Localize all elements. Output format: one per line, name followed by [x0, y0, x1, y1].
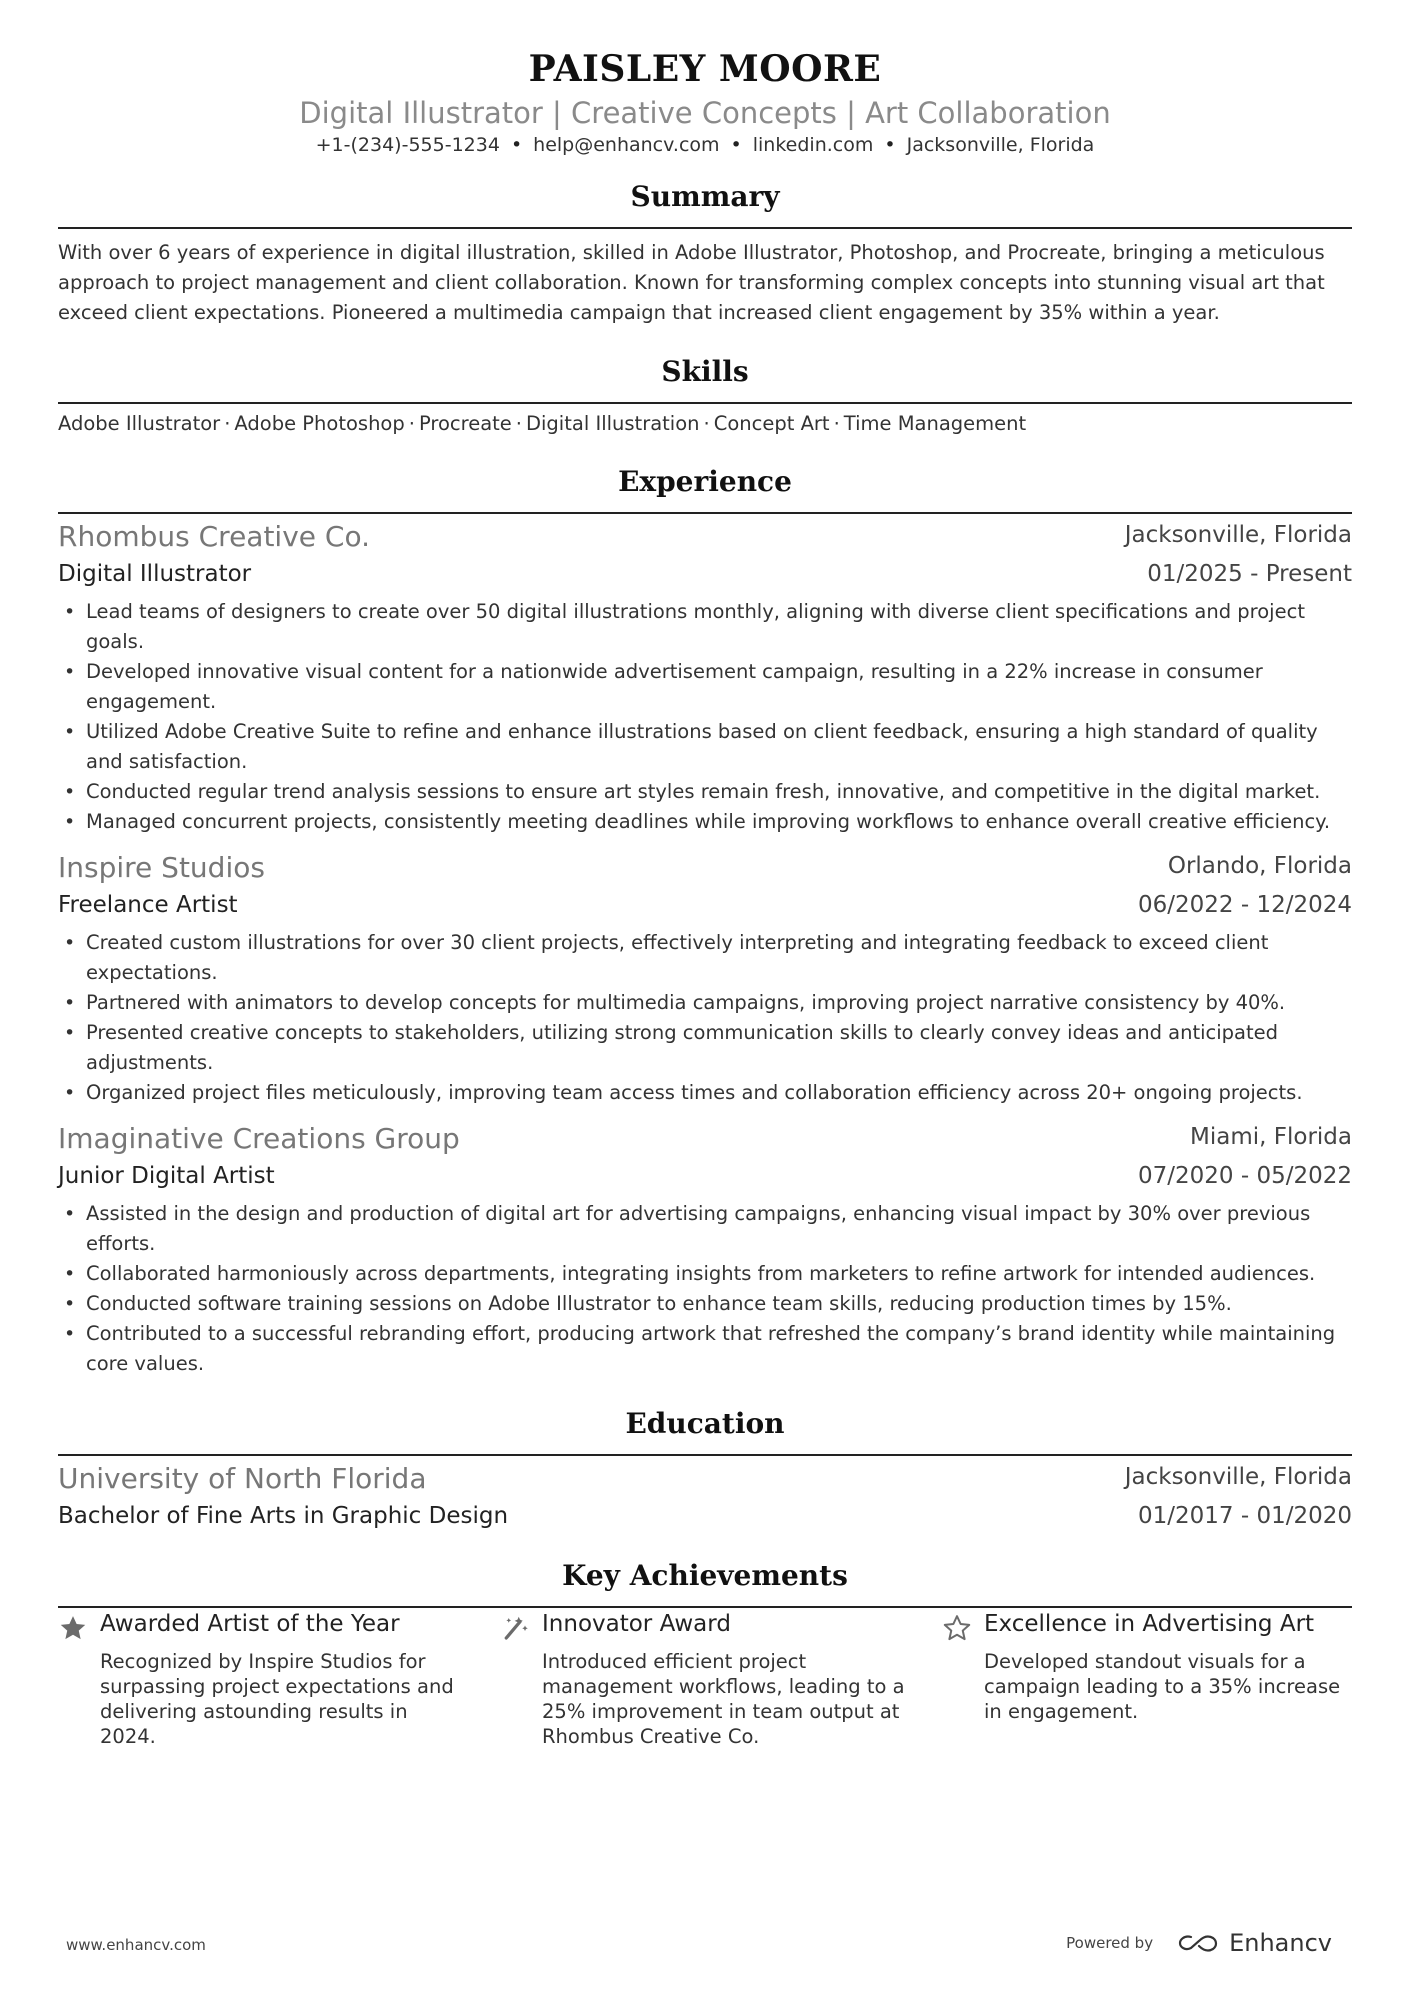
skill-item: Time Management — [843, 412, 1027, 435]
job-bullets — [58, 1199, 1352, 1379]
phone: +1-(234)-555-1234 — [315, 134, 500, 156]
school-location: Jacksonville, Florida — [1124, 1464, 1352, 1490]
list-item: • Organized project files meticulously, improving team access times and collaboration efficiency across 20+ ongoing projects. — [58, 1078, 1352, 1108]
job-location: Orlando, Florida — [1167, 853, 1352, 879]
divider — [58, 227, 1352, 229]
list-item: • Assisted in the design and production of digital art for advertising campaigns, enhancing visual impact by 30% over previous efforts. — [58, 1199, 1352, 1259]
company-name: Rhombus Creative Co. — [58, 520, 370, 553]
footer-website[interactable]: www.enhancv.com — [66, 1936, 206, 1954]
list-item: • Conducted regular trend analysis sessions to ensure art styles remain fresh, innovative, and competitive in the digital market. — [58, 777, 1352, 807]
list-item: • Collaborated harmoniously across departments, integrating insights from marketers to refine artwork for intended audiences. — [58, 1259, 1352, 1289]
summary-text: With over 6 years of experience in digital illustration, skilled in Adobe Illustrator, Photoshop, and Procreate, bringing a meticulous approach to project management and client collaboration. Known for transforming complex concepts into stunning visual art that exceed client expectations. Pioneered a multimedia campaign that increased client engagement by 35% within a year. — [58, 241, 1325, 324]
divider — [58, 512, 1352, 514]
star-outline-icon — [942, 1613, 972, 1643]
job-location: Miami, Florida — [1190, 1124, 1352, 1150]
list-item: • Utilized Adobe Creative Suite to refine and enhance illustrations based on client feedback, ensuring a high standard of quality and satisfaction. — [58, 717, 1352, 777]
achievement-desc: Introduced efficient project management workflows, leading to a 25% improvement in team output at Rhombus Creative Co. — [542, 1650, 905, 1748]
headline: Digital Illustrator | Creative Concepts | Art Collaboration — [299, 96, 1111, 130]
divider — [58, 402, 1352, 404]
star-filled-icon — [58, 1613, 88, 1643]
company-name: Inspire Studios — [58, 851, 265, 884]
skill-item: Digital Illustration — [526, 412, 700, 435]
skill-item: Procreate — [418, 412, 512, 435]
list-item: • Conducted software training sessions on Adobe Illustrator to enhance team skills, reducing production times by 15%. — [58, 1289, 1352, 1319]
powered-by-label: Powered by — [1066, 1934, 1154, 1952]
job-title: Junior Digital Artist — [58, 1163, 275, 1189]
divider — [58, 1454, 1352, 1456]
company-name: Imaginative Creations Group — [58, 1122, 460, 1155]
list-item: • Developed innovative visual content for a nationwide advertisement campaign, resulting in a 22% increase in consumer engagement. — [58, 657, 1352, 717]
skill-item: Adobe Photoshop — [234, 412, 405, 435]
school-name: University of North Florida — [58, 1462, 427, 1495]
list-item: • Contributed to a successful rebranding effort, producing artwork that refreshed the company’s brand identity while maintaining core values. — [58, 1319, 1352, 1379]
list-item: • Created custom illustrations for over 30 client projects, effectively interpreting and integrating feedback to exceed client expectations. — [58, 928, 1352, 988]
linkedin[interactable]: linkedin.com — [752, 134, 874, 156]
list-item: • Lead teams of designers to create over 50 digital illustrations monthly, aligning with diverse client specifications and project goals. — [58, 597, 1352, 657]
location: Jacksonville, Florida — [906, 134, 1095, 156]
section-title-education: Education — [625, 1407, 785, 1440]
magic-wand-icon — [500, 1613, 530, 1643]
email[interactable]: help@enhancv.com — [533, 134, 720, 156]
achievement-title: Excellence in Advertising Art — [984, 1611, 1315, 1637]
education-dates: 01/2017 - 01/2020 — [1137, 1503, 1352, 1529]
list-item: • Presented creative concepts to stakeholders, utilizing strong communication skills to clearly convey ideas and anticipated adjustments. — [58, 1018, 1352, 1078]
achievement-desc: Recognized by Inspire Studios for surpassing project expectations and delivering astounding results in 2024. — [100, 1650, 454, 1748]
section-title-summary: Summary — [630, 180, 780, 213]
skill-item: Concept Art — [713, 412, 830, 435]
job-bullets — [58, 928, 1352, 1108]
contact-line: +1-(234)-555-1234 • help@enhancv.com • linkedin.com • Jacksonville, Florida — [315, 134, 1095, 156]
job-dates: 01/2025 - Present — [1147, 561, 1352, 587]
skills-list: Adobe Illustrator · Adobe Photoshop · Procreate · Digital Illustration · Concept Art · Time Management — [58, 412, 1027, 435]
job-location: Jacksonville, Florida — [1124, 522, 1352, 548]
achievement-desc: Developed standout visuals for a campaign leading to a 35% increase in engagement. — [984, 1650, 1341, 1723]
section-title-experience: Experience — [618, 465, 792, 498]
achievement-title: Awarded Artist of the Year — [100, 1611, 400, 1637]
enhancv-logo-icon — [1177, 1932, 1221, 1954]
list-item: • Managed concurrent projects, consistently meeting deadlines while improving workflows to enhance overall creative efficiency. — [58, 807, 1352, 837]
footer-branding[interactable] — [1066, 1926, 1332, 1960]
divider — [58, 1606, 1352, 1608]
job-title: Freelance Artist — [58, 892, 238, 918]
job-dates: 06/2022 - 12/2024 — [1137, 892, 1352, 918]
candidate-name: PAISLEY MOORE — [528, 48, 882, 90]
job-dates: 07/2020 - 05/2022 — [1137, 1163, 1352, 1189]
section-title-skills: Skills — [661, 355, 749, 388]
list-item: • Partnered with animators to develop concepts for multimedia campaigns, improving project narrative consistency by 40%. — [58, 988, 1352, 1018]
job-title: Digital Illustrator — [58, 561, 252, 587]
achievement-title: Innovator Award — [542, 1611, 731, 1637]
degree: Bachelor of Fine Arts in Graphic Design — [58, 1503, 509, 1529]
section-title-achievements: Key Achievements — [562, 1559, 848, 1592]
job-bullets — [58, 597, 1352, 837]
brand-name: Enhancv — [1229, 1929, 1332, 1957]
skill-item: Adobe Illustrator — [58, 412, 221, 435]
